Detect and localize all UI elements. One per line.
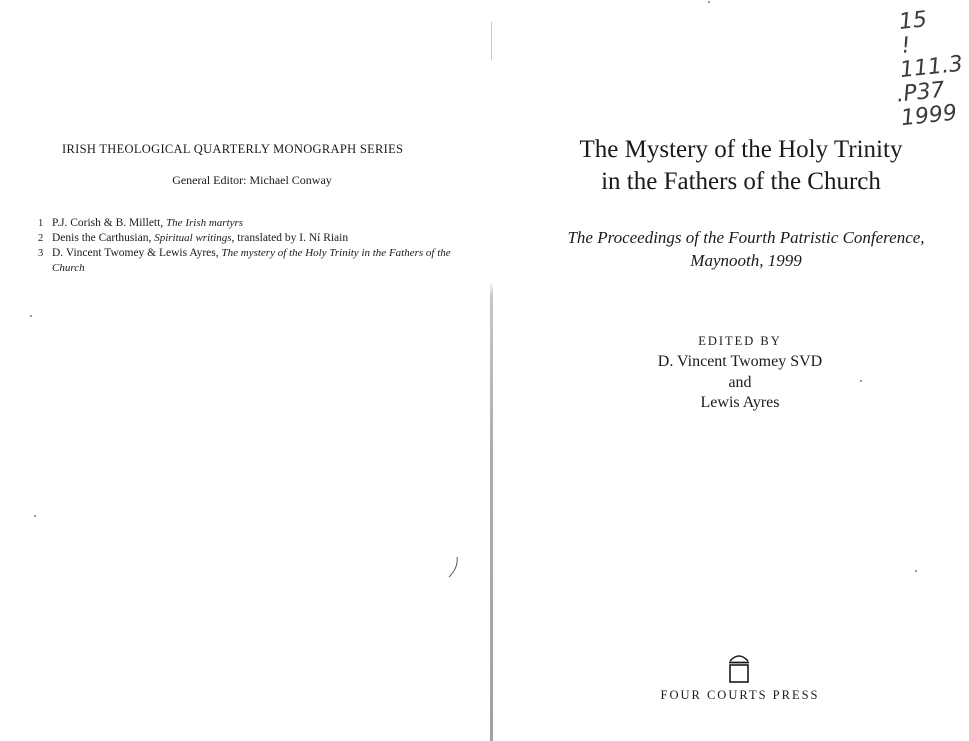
series-item-authors: D. Vincent Twomey & Lewis Ayres,: [52, 247, 222, 259]
series-list-item: [38, 216, 458, 231]
series-item-authors: Denis the Carthusian,: [52, 232, 155, 244]
book-title-line: in the Fathers of the Church: [601, 168, 881, 195]
series-item-number: 1: [38, 218, 44, 229]
series-item-title: Spiritual writings: [154, 232, 232, 244]
publisher-logo-icon: [726, 650, 752, 684]
right-page: [495, 0, 965, 741]
series-item-number: 3: [38, 248, 44, 259]
series-list-item: [38, 246, 458, 276]
book-gutter: [490, 0, 493, 741]
call-number-line: 111.3: [898, 51, 965, 84]
series-list-item: [38, 231, 458, 246]
call-number-line: 15 !: [897, 7, 929, 59]
series-item-authors: P.J. Corish & B. Millett,: [52, 217, 167, 229]
editor-name: Lewis Ayres: [700, 394, 780, 411]
book-subtitle: [555, 226, 937, 272]
series-item-title: The mystery of the Holy Trinity in the Fathers of the Church: [52, 247, 451, 274]
edited-by-label: EDITED BY: [698, 334, 782, 348]
publisher-name: FOUR COURTS PRESS: [660, 688, 820, 702]
editors-conjunction: and: [728, 373, 752, 391]
handwritten-call-number: [870, 7, 965, 133]
subtitle-line: The Proceedings of the Fourth Patristic Conference,: [567, 228, 925, 247]
series-title: IRISH THEOLOGICAL QUARTERLY MONOGRAPH SERIES: [62, 142, 404, 156]
series-list: [38, 216, 458, 276]
series-item-title: The Irish martyrs: [166, 217, 244, 229]
series-item-number: 2: [38, 233, 44, 244]
gutter-mark: [491, 22, 492, 60]
series-item-suffix: , translated by I. Ní Riain: [231, 232, 349, 244]
subtitle-line: Maynooth, 1999: [690, 251, 802, 270]
book-title-line: The Mystery of the Holy Trinity: [579, 136, 903, 163]
book-title: [545, 134, 937, 198]
call-number-line: .P37: [895, 77, 946, 108]
general-editor: General Editor: Michael Conway: [172, 173, 332, 187]
editors-block: [595, 352, 885, 414]
pencil-mark: [448, 556, 460, 578]
editor-name: D. Vincent Twomey SVD: [657, 353, 823, 370]
call-number-line: 1999: [899, 100, 959, 132]
